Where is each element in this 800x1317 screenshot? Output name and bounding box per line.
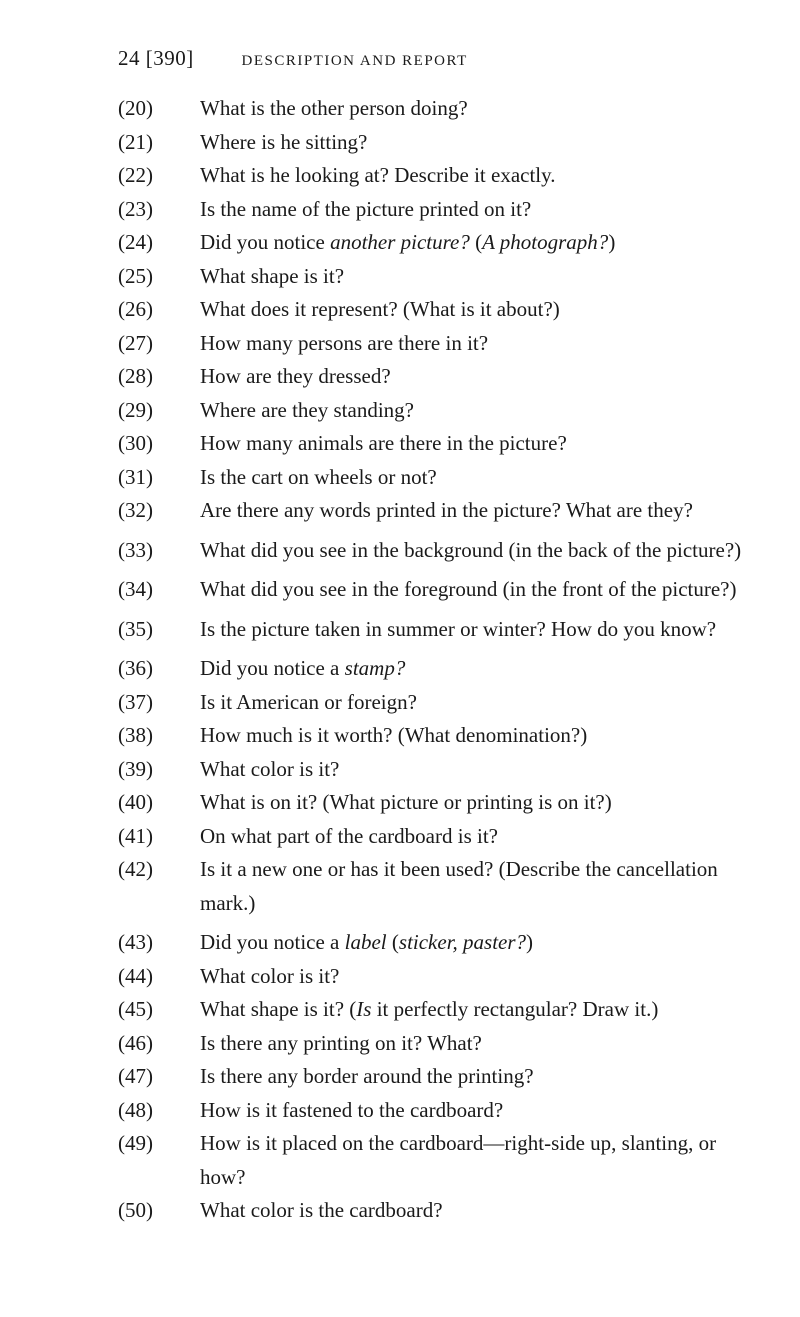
- question-number: (21): [118, 129, 153, 154]
- question-item: [118, 686, 758, 720]
- question-number: (37): [118, 689, 153, 714]
- question-number: (20): [118, 96, 153, 120]
- question-text-part: (: [469, 230, 483, 254]
- question-item: [118, 853, 758, 920]
- question-number: (42): [118, 857, 153, 881]
- question-text: [200, 427, 758, 461]
- question-text: [200, 686, 758, 720]
- question-text: [200, 226, 758, 260]
- question-text: [200, 293, 758, 327]
- question-item: [118, 613, 758, 647]
- question-text-part: Did you notice a: [200, 656, 345, 680]
- question-item: [118, 427, 758, 461]
- question-text: [200, 534, 758, 568]
- question-number: (44): [118, 963, 153, 988]
- question-text: [200, 1060, 758, 1094]
- question-text: [200, 193, 758, 227]
- question-text: [200, 853, 758, 920]
- question-text: [200, 1094, 758, 1128]
- question-item: [118, 394, 758, 428]
- page-number: 24: [118, 46, 140, 70]
- question-text-part: What shape is it? (: [200, 997, 357, 1021]
- question-number: (38): [118, 723, 153, 747]
- question-text-part: Is the picture taken in summer or winter? How do you know?: [200, 616, 717, 641]
- question-item: [118, 534, 758, 568]
- question-item: [118, 494, 758, 528]
- question-text-part: Where is he sitting?: [200, 129, 368, 154]
- question-number: (25): [118, 263, 153, 288]
- question-item: [118, 926, 758, 960]
- question-number: (27): [118, 330, 153, 355]
- question-text: [200, 260, 758, 294]
- question-number: (24): [118, 230, 153, 254]
- question-number: (32): [118, 498, 153, 522]
- question-text-part: How many animals are there in the picture?: [200, 431, 567, 455]
- question-item: [118, 1094, 758, 1128]
- question-text-part: How is it fastened to the cardboard?: [200, 1097, 504, 1122]
- question-text-part: What did you see in the background (in the back of the picture?): [200, 537, 742, 562]
- question-number: (39): [118, 756, 153, 781]
- question-number: (47): [118, 1064, 153, 1088]
- question-number: (46): [118, 1030, 153, 1055]
- question-text: [200, 1194, 758, 1228]
- question-number: (28): [118, 364, 153, 388]
- question-text-part: How are they dressed?: [200, 364, 391, 388]
- question-item: [118, 1194, 758, 1228]
- question-text: [200, 960, 758, 994]
- bracket-page-number: [390]: [145, 46, 194, 70]
- question-number: (45): [118, 997, 153, 1021]
- question-text-part: Is there any printing on it? What?: [200, 1030, 482, 1055]
- question-text-italic: sticker, paster?: [398, 930, 527, 954]
- question-text-part: ): [608, 230, 616, 254]
- question-text-part: (: [386, 930, 399, 954]
- question-text: [200, 1027, 758, 1061]
- question-item: [118, 293, 758, 327]
- question-item: [118, 360, 758, 394]
- question-text-part: What shape is it?: [200, 263, 345, 288]
- question-text-part: Did you notice a: [200, 930, 345, 954]
- question-text-part: On what part of the cardboard is it?: [200, 823, 498, 848]
- question-item: [118, 652, 758, 686]
- question-text: [200, 652, 758, 686]
- question-text-part: What color is it?: [200, 756, 340, 781]
- question-text-italic: A photograph?: [482, 230, 609, 254]
- question-number: (31): [118, 464, 153, 489]
- question-number: (26): [118, 297, 153, 321]
- question-number: (35): [118, 616, 153, 641]
- question-item: [118, 92, 758, 126]
- question-number: (29): [118, 397, 153, 422]
- question-item: [118, 126, 758, 160]
- question-text: [200, 719, 758, 753]
- question-text: [200, 993, 758, 1027]
- question-text-part: What color is it?: [200, 963, 340, 988]
- question-text-italic: Is: [356, 997, 372, 1021]
- question-text-italic: label: [344, 930, 387, 954]
- question-item: [118, 993, 758, 1027]
- question-text-italic: another picture?: [330, 230, 470, 254]
- question-item: [118, 719, 758, 753]
- question-item: [118, 327, 758, 361]
- question-item: [118, 1060, 758, 1094]
- running-title: DESCRIPTION AND REPORT: [241, 53, 468, 69]
- question-list: [118, 92, 758, 1228]
- question-text: [200, 820, 758, 854]
- question-text-part: How much is it worth? (What denomination?): [200, 723, 588, 747]
- question-number: (22): [118, 163, 153, 187]
- question-text: [200, 126, 758, 160]
- question-text-part: Where are they standing?: [200, 397, 414, 422]
- question-item: [118, 786, 758, 820]
- question-item: [118, 226, 758, 260]
- question-item: [118, 820, 758, 854]
- question-item: [118, 461, 758, 495]
- question-text-part: it perfectly rectangular? Draw it.): [371, 997, 659, 1021]
- question-text-part: ): [526, 930, 534, 954]
- question-item: [118, 193, 758, 227]
- question-number: (43): [118, 930, 153, 954]
- question-text: [200, 92, 758, 126]
- question-text-part: Is it American or foreign?: [200, 689, 417, 714]
- question-number: (36): [118, 656, 153, 680]
- question-number: (50): [118, 1198, 153, 1222]
- question-text: [200, 926, 758, 960]
- question-text: [200, 573, 758, 607]
- question-text-part: What is on it? (What picture or printing is on it?): [200, 790, 612, 814]
- question-text: [200, 327, 758, 361]
- question-text-part: Did you notice: [200, 230, 331, 254]
- question-text-part: What is the other person doing?: [200, 96, 468, 120]
- question-item: [118, 159, 758, 193]
- question-text: [200, 494, 758, 528]
- question-text: [200, 159, 758, 193]
- question-item: [118, 260, 758, 294]
- question-text-part: Is the cart on wheels or not?: [200, 464, 437, 489]
- question-text-part: What does it represent? (What is it about?): [200, 297, 560, 321]
- question-number: (33): [118, 537, 153, 562]
- question-text-part: What did you see in the foreground (in the front of the picture?): [200, 577, 737, 601]
- question-item: [118, 573, 758, 607]
- question-item: [118, 1027, 758, 1061]
- question-text-part: How is it placed on the cardboard—right-side up, slanting, or how?: [200, 1131, 717, 1189]
- question-text-italic: stamp?: [344, 656, 406, 680]
- question-text: [200, 1127, 758, 1194]
- question-text: [200, 786, 758, 820]
- question-text-part: Is there any border around the printing?: [200, 1064, 534, 1088]
- question-number: (41): [118, 823, 153, 848]
- question-item: [118, 960, 758, 994]
- question-text: [200, 360, 758, 394]
- page-header: [118, 46, 468, 71]
- question-number: (40): [118, 790, 153, 814]
- question-text-part: What is he looking at? Describe it exactly.: [200, 163, 556, 187]
- question-number: (48): [118, 1097, 153, 1122]
- question-text: [200, 753, 758, 787]
- question-text-part: Is it a new one or has it been used? (Describe the cancellation mark.): [200, 857, 718, 915]
- question-number: (30): [118, 431, 153, 455]
- question-text: [200, 394, 758, 428]
- question-item: [118, 753, 758, 787]
- question-text-part: What color is the cardboard?: [200, 1198, 443, 1222]
- question-number: (23): [118, 196, 153, 221]
- question-number: (34): [118, 577, 153, 601]
- question-text: [200, 613, 758, 647]
- question-text-part: Is the name of the picture printed on it?: [200, 196, 532, 221]
- question-text-part: How many persons are there in it?: [200, 330, 489, 355]
- question-text-part: Are there any words printed in the picture? What are they?: [200, 498, 693, 522]
- question-number: (49): [118, 1131, 153, 1155]
- question-text: [200, 461, 758, 495]
- question-item: [118, 1127, 758, 1194]
